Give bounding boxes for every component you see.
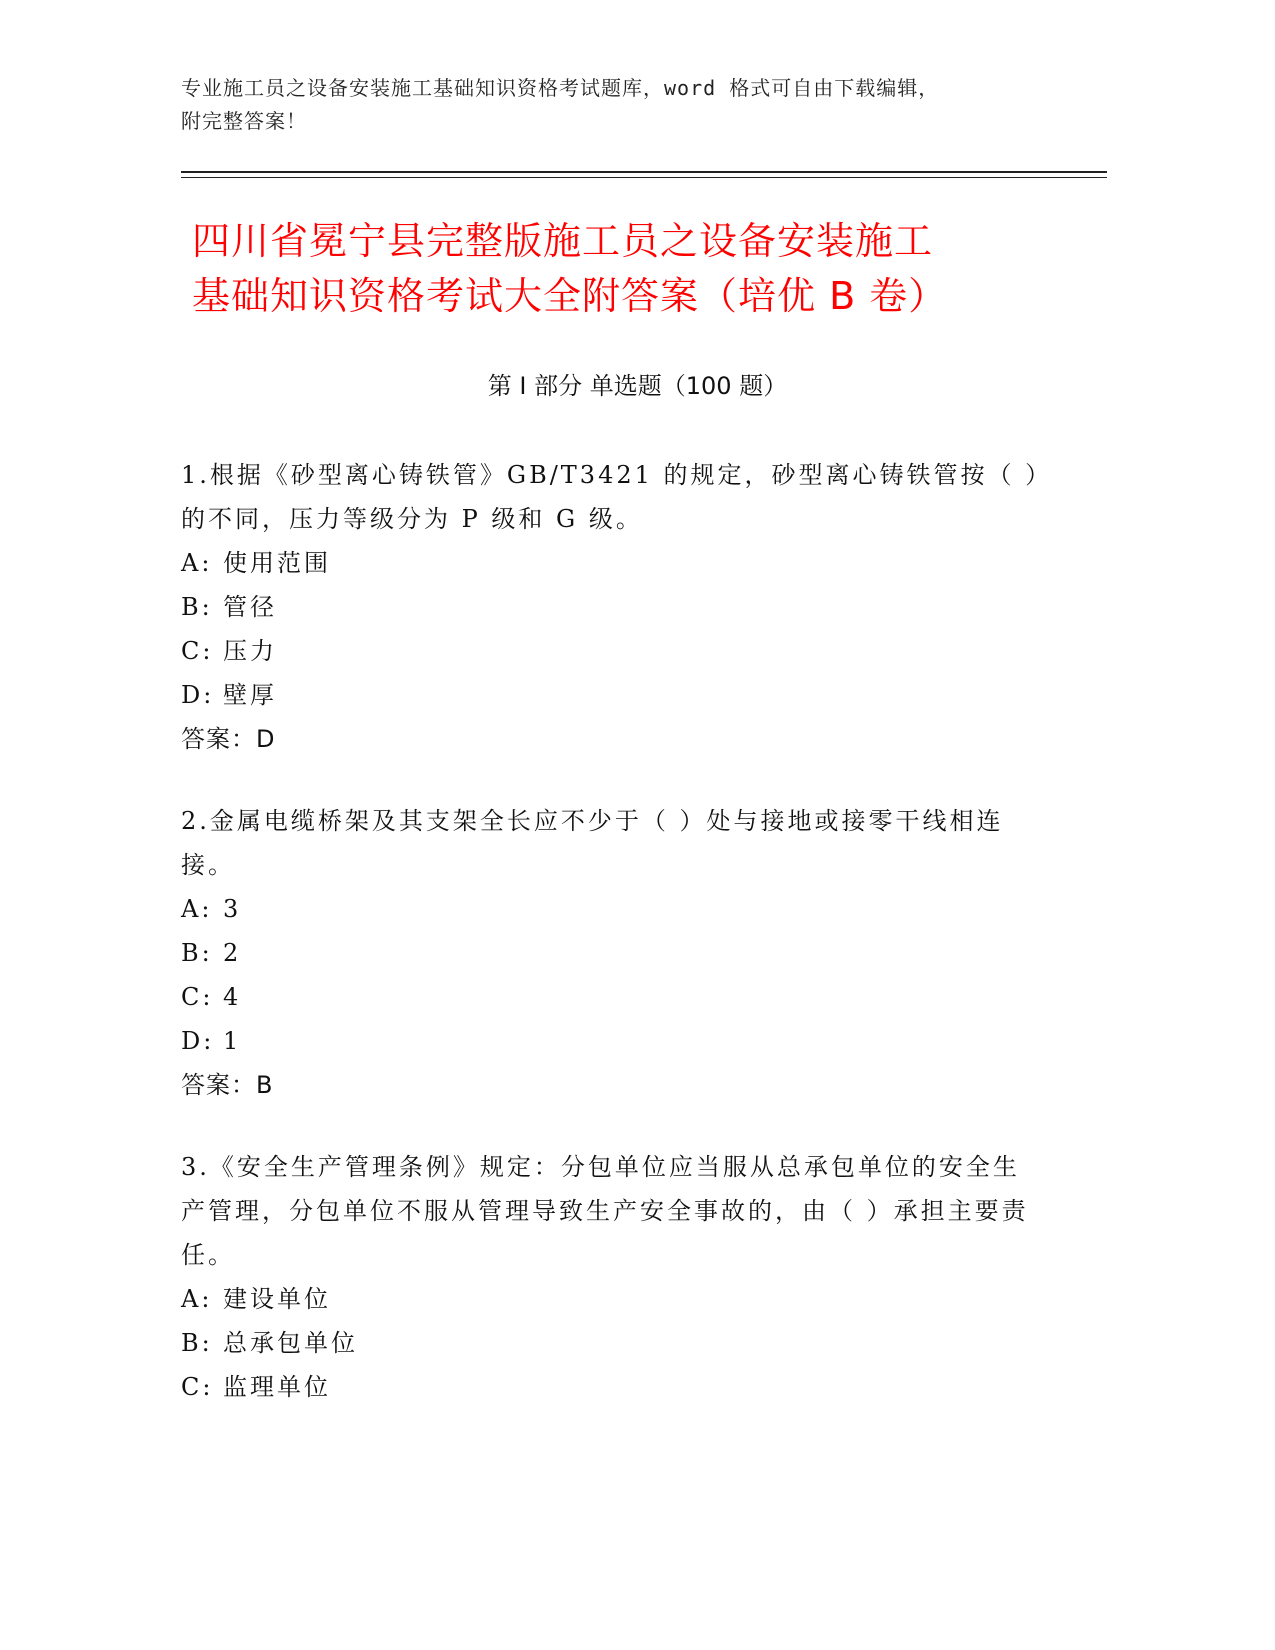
option-text: 建设单位	[223, 1285, 331, 1313]
option-d	[181, 1019, 1041, 1063]
option-c	[181, 975, 1041, 1019]
option-a	[181, 1277, 1041, 1321]
option-key: A:	[181, 549, 213, 577]
question-list	[181, 453, 1041, 1447]
option-text: 1	[223, 1027, 242, 1055]
option-text: 4	[223, 983, 242, 1011]
header-note-line2: 附完整答案！	[181, 109, 307, 133]
option-text: 2	[223, 939, 242, 967]
question-1	[181, 453, 1041, 761]
option-key: D:	[181, 1027, 215, 1055]
document-title	[192, 214, 1092, 324]
option-key: B:	[181, 939, 213, 967]
header-rule-thick	[181, 171, 1107, 173]
option-key: B:	[181, 1329, 213, 1357]
option-key: C:	[181, 1373, 214, 1401]
answer: 答案：B	[181, 1071, 274, 1099]
option-b	[181, 931, 1041, 975]
answer: 答案：D	[181, 725, 276, 753]
option-d	[181, 673, 1041, 717]
option-c	[181, 629, 1041, 673]
option-key: D:	[181, 681, 215, 709]
option-text: 使用范围	[223, 549, 331, 577]
question-3	[181, 1145, 1041, 1409]
option-key: A:	[181, 1285, 213, 1313]
option-text: 管径	[223, 593, 277, 621]
option-text: 3	[223, 895, 242, 923]
section-title: 第 I 部分 单选题（100 题）	[487, 372, 788, 400]
option-a	[181, 541, 1041, 585]
option-text: 监理单位	[223, 1373, 331, 1401]
question-text: 1.根据《砂型离心铸铁管》GB/T3421 的规定，砂型离心铸铁管按（ ）的不同，压力等级分为 P 级和 G 级。	[181, 461, 1041, 533]
option-text: 壁厚	[223, 681, 277, 709]
header-note	[181, 72, 1041, 138]
option-b	[181, 1321, 1041, 1365]
document-title-line1: 四川省冕宁县完整版施工员之设备安装施工	[192, 219, 934, 263]
option-key: C:	[181, 637, 214, 665]
option-c	[181, 1365, 1041, 1409]
option-key: B:	[181, 593, 213, 621]
question-2	[181, 799, 1041, 1107]
header-note-line1: 专业施工员之设备安装施工基础知识资格考试题库，word 格式可自由下载编辑，	[181, 76, 940, 100]
document-title-line2: 基础知识资格考试大全附答案（培优 B 卷）	[192, 274, 948, 318]
option-b	[181, 585, 1041, 629]
option-key: C:	[181, 983, 214, 1011]
question-text: 2.金属电缆桥架及其支架全长应不少于（ ）处与接地或接零干线相连接。	[181, 807, 1004, 879]
header-rule-thin	[181, 177, 1107, 178]
option-text: 总承包单位	[223, 1329, 358, 1357]
option-a	[181, 887, 1041, 931]
option-key: A:	[181, 895, 213, 923]
option-text: 压力	[223, 637, 277, 665]
question-text: 3.《安全生产管理条例》规定：分包单位应当服从总承包单位的安全生产管理，分包单位不服从管理导致生产安全事故的，由（ ）承担主要责任。	[181, 1153, 1029, 1269]
